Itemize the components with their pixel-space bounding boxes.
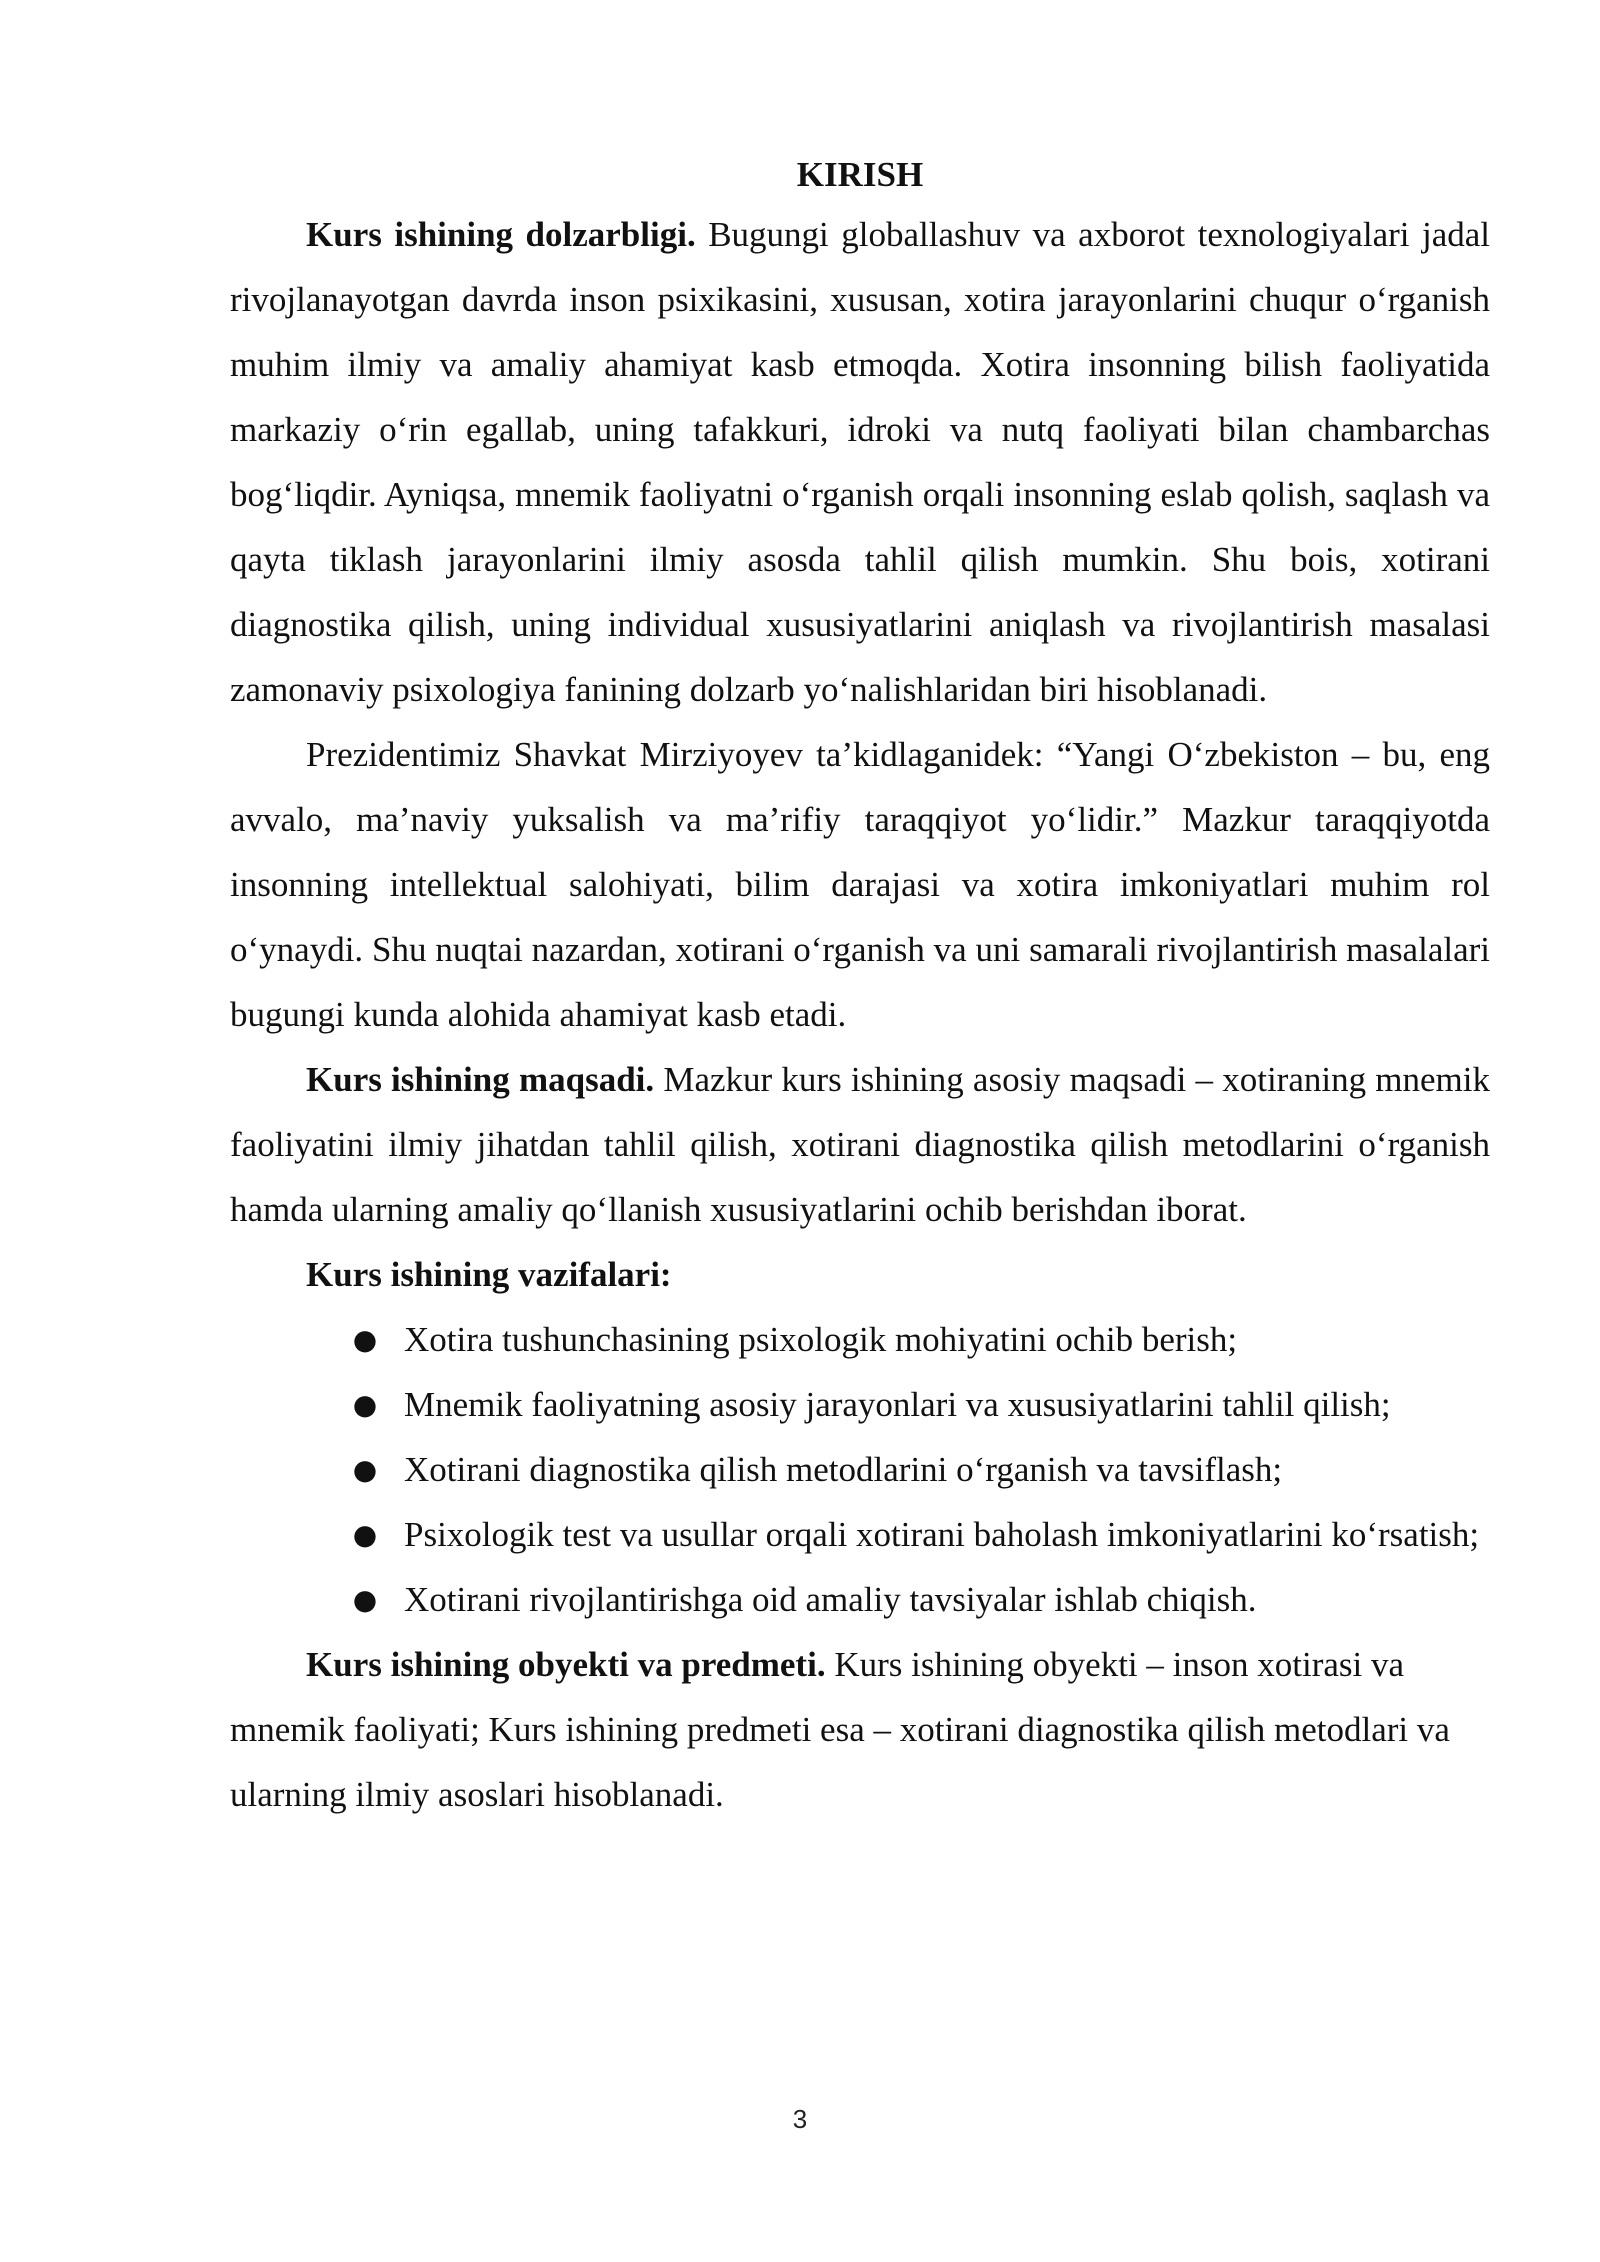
task-text: Xotira tushunchasining psixologik mohiyatini ochib berish; xyxy=(404,1320,1238,1359)
task-text: Xotirani rivojlantirishga oid amaliy tavsiyalar ishlab chiqish. xyxy=(404,1580,1257,1619)
object-text: Kurs ishining obyekti – inson xotirasi va mnemik faoliyati; Kurs ishining predmeti esa – xotirani diagnostika qilish metodlari va ularning ilmiy asoslari hisoblanadi. xyxy=(230,1645,1450,1814)
bullet-icon: ● xyxy=(352,1388,378,1421)
bullet-icon: ● xyxy=(352,1583,378,1616)
task-item xyxy=(230,1567,1490,1632)
president-paragraph: Prezidentimiz Shavkat Mirziyoyev ta’kidlaganidek: “Yangi O‘zbekiston – bu, eng avvalo, ma’naviy yuksalish va ma’rifiy taraqqiyot yo‘lidir.” Mazkur taraqqiyotda insonning intellektual salohiyati, bilim darajasi va xotira imkoniyatlari muhim rol o‘ynaydi. Shu nuqtai nazardan, xotirani o‘rganish va uni samarali rivojlantirish masalalari bugungi kunda alohida ahamiyat kasb etadi. xyxy=(230,735,1490,1034)
task-item xyxy=(230,1307,1490,1372)
tasks-list xyxy=(230,1307,1490,1632)
page-content xyxy=(230,148,1490,1827)
goal-paragraph xyxy=(230,1047,1490,1242)
section-heading: KIRISH xyxy=(796,155,924,194)
goal-lead: Kurs ishining maqsadi. xyxy=(306,1060,655,1099)
task-text: Mnemik faoliyatning asosiy jarayonlari va xususiyatlarini tahlil qilish; xyxy=(404,1385,1391,1424)
bullet-icon: ● xyxy=(352,1453,378,1486)
relevance-text: Bugungi globallashuv va axborot texnologiyalari jadal rivojlanayotgan davrda inson psixikasini, xususan, xotira jarayonlarini chuqur o‘rganish muhim ilmiy va amaliy ahamiyat kasb etmoqda. Xotira insonning bilish faoliyatida markaziy o‘rin egallab, uning tafakkuri, idroki va nutq faoliyati bilan chambarchas bog‘liqdir. Ayniqsa, mnemik faoliyatni o‘rganish orqali insonning eslab qolish, saqlash va qayta tiklash jarayonlarini ilmiy asosda tahlil qilish mumkin. Shu bois, xotirani diagnostika qilish, uning individual xususiyatlarini aniqlash va rivojlantirish masalasi zamonaviy psixologiya fanining dolzarb yo‘nalishlaridan biri hisoblanadi. xyxy=(230,215,1491,709)
relevance-paragraph xyxy=(230,202,1490,722)
task-text: Psixologik test va usullar orqali xotirani baholash imkoniyatlarini ko‘rsatish; xyxy=(404,1515,1480,1554)
task-item xyxy=(230,1372,1490,1437)
page-number: 3 xyxy=(792,2104,808,2134)
relevance-lead: Kurs ishining dolzarbligi. xyxy=(306,215,696,254)
task-item xyxy=(230,1437,1490,1502)
object-paragraph xyxy=(230,1632,1490,1827)
goal-text: Mazkur kurs ishining asosiy maqsadi – xotiraning mnemik faoliyatini ilmiy jihatdan tahlil qilish, xotirani diagnostika qilish metodlarini o‘rganish hamda ularning amaliy qo‘llanish xususiyatlarini ochib berishdan iborat. xyxy=(230,1060,1491,1229)
task-text: Xotirani diagnostika qilish metodlarini o‘rganish va tavsiflash; xyxy=(404,1450,1283,1489)
object-lead: Kurs ishining obyekti va predmeti. xyxy=(306,1645,826,1684)
bullet-icon: ● xyxy=(352,1323,378,1356)
task-item xyxy=(230,1502,1490,1567)
bullet-icon: ● xyxy=(352,1518,378,1551)
tasks-heading: Kurs ishining vazifalari: xyxy=(306,1255,672,1294)
